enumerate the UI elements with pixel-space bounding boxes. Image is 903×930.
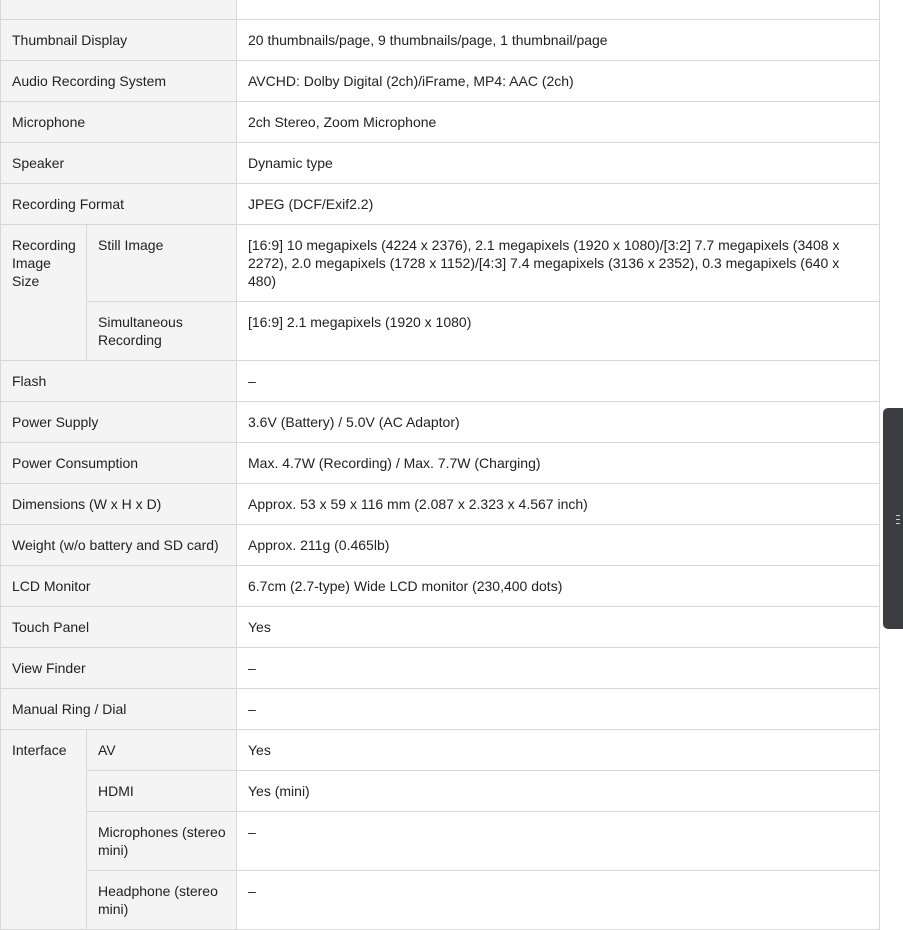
spec-value-microphone: 2ch Stereo, Zoom Microphone bbox=[237, 102, 880, 143]
spec-row-audio-recording-system bbox=[1, 61, 880, 102]
spec-value-dimensions: Approx. 53 x 59 x 116 mm (2.087 x 2.323 x 4.567 inch) bbox=[237, 484, 880, 525]
spec-value-recording-format: JPEG (DCF/Exif2.2) bbox=[237, 184, 880, 225]
spec-value-thumbnail-display: 20 thumbnails/page, 9 thumbnails/page, 1 thumbnail/page bbox=[237, 20, 880, 61]
spec-value-microphones: – bbox=[237, 812, 880, 871]
spec-value-top-partial bbox=[237, 0, 880, 20]
spec-row-interface-hdmi bbox=[1, 771, 880, 812]
spec-value-hdmi: Yes (mini) bbox=[237, 771, 880, 812]
spec-label-recording-format: Recording Format bbox=[1, 184, 237, 225]
spec-value-weight: Approx. 211g (0.465lb) bbox=[237, 525, 880, 566]
spec-sublabel-still-image: Still Image bbox=[87, 225, 237, 302]
spec-value-av: Yes bbox=[237, 730, 880, 771]
spec-label-microphone: Microphone bbox=[1, 102, 237, 143]
spec-value-power-consumption: Max. 4.7W (Recording) / Max. 7.7W (Charging) bbox=[237, 443, 880, 484]
spec-row-power-supply bbox=[1, 402, 880, 443]
spec-label-touch-panel: Touch Panel bbox=[1, 607, 237, 648]
spec-value-power-supply: 3.6V (Battery) / 5.0V (AC Adaptor) bbox=[237, 402, 880, 443]
side-panel-tab[interactable] bbox=[883, 408, 903, 629]
spec-sublabel-headphone: Headphone (stereo mini) bbox=[87, 871, 237, 930]
spec-value-speaker: Dynamic type bbox=[237, 143, 880, 184]
spec-row-recording-format bbox=[1, 184, 880, 225]
spec-label-weight: Weight (w/o battery and SD card) bbox=[1, 525, 237, 566]
grip-lines-icon bbox=[896, 515, 900, 524]
spec-sublabel-simultaneous-recording: Simultaneous Recording bbox=[87, 302, 237, 361]
spec-row-dimensions bbox=[1, 484, 880, 525]
spec-label-manual-ring-dial: Manual Ring / Dial bbox=[1, 689, 237, 730]
spec-value-flash: – bbox=[237, 361, 880, 402]
spec-row-interface-microphones bbox=[1, 812, 880, 871]
spec-sublabel-av: AV bbox=[87, 730, 237, 771]
spec-row-weight bbox=[1, 525, 880, 566]
spec-label-thumbnail-display: Thumbnail Display bbox=[1, 20, 237, 61]
spec-row-top-partial bbox=[1, 0, 880, 20]
spec-row-interface-headphone bbox=[1, 871, 880, 930]
spec-row-touch-panel bbox=[1, 607, 880, 648]
spec-label-audio-recording-system: Audio Recording System bbox=[1, 61, 237, 102]
spec-sublabel-hdmi: HDMI bbox=[87, 771, 237, 812]
spec-row-view-finder bbox=[1, 648, 880, 689]
spec-row-manual-ring-dial bbox=[1, 689, 880, 730]
spec-label-recording-image-size: Recording Image Size bbox=[1, 225, 87, 361]
spec-label-flash: Flash bbox=[1, 361, 237, 402]
spec-label-view-finder: View Finder bbox=[1, 648, 237, 689]
spec-row-flash bbox=[1, 361, 880, 402]
spec-row-recording-image-size-simultaneous bbox=[1, 302, 880, 361]
spec-row-recording-image-size-still bbox=[1, 225, 880, 302]
spec-label-top-partial bbox=[1, 0, 237, 20]
spec-value-simultaneous-recording: [16:9] 2.1 megapixels (1920 x 1080) bbox=[237, 302, 880, 361]
spec-value-headphone: – bbox=[237, 871, 880, 930]
spec-value-still-image: [16:9] 10 megapixels (4224 x 2376), 2.1 megapixels (1920 x 1080)/[3:2] 7.7 megapixels (3408 x 2272), 2.0 megapixels (1728 x 1152)/[4:3] 7.4 megapixels (3136 x 2352), 0.3 megapixels (640 x 480) bbox=[237, 225, 880, 302]
spec-label-speaker: Speaker bbox=[1, 143, 237, 184]
spec-row-speaker bbox=[1, 143, 880, 184]
spec-sublabel-microphones: Microphones (stereo mini) bbox=[87, 812, 237, 871]
spec-value-audio-recording-system: AVCHD: Dolby Digital (2ch)/iFrame, MP4: AAC (2ch) bbox=[237, 61, 880, 102]
spec-row-thumbnail-display bbox=[1, 20, 880, 61]
spec-row-interface-av bbox=[1, 730, 880, 771]
spec-label-power-supply: Power Supply bbox=[1, 402, 237, 443]
spec-label-lcd-monitor: LCD Monitor bbox=[1, 566, 237, 607]
spec-value-lcd-monitor: 6.7cm (2.7-type) Wide LCD monitor (230,400 dots) bbox=[237, 566, 880, 607]
spec-value-touch-panel: Yes bbox=[237, 607, 880, 648]
spec-label-interface: Interface bbox=[1, 730, 87, 930]
spec-value-manual-ring-dial: – bbox=[237, 689, 880, 730]
spec-row-microphone bbox=[1, 102, 880, 143]
spec-label-dimensions: Dimensions (W x H x D) bbox=[1, 484, 237, 525]
spec-row-power-consumption bbox=[1, 443, 880, 484]
spec-row-lcd-monitor bbox=[1, 566, 880, 607]
spec-label-power-consumption: Power Consumption bbox=[1, 443, 237, 484]
spec-value-view-finder: – bbox=[237, 648, 880, 689]
